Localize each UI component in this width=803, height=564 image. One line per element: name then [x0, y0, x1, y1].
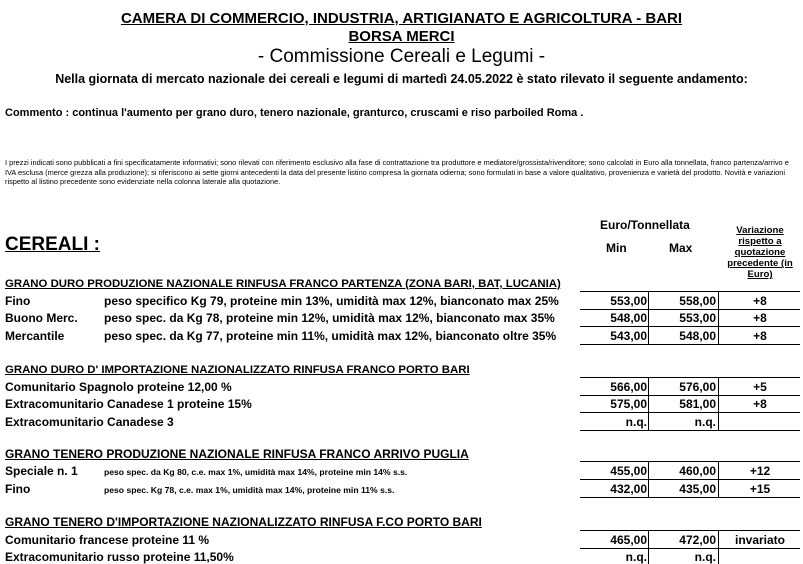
row-label: Comunitario francese proteine 11 %	[5, 533, 210, 547]
max-price: 581,00	[679, 397, 716, 411]
row-label: Extracomunitario Canadese 1 proteine 15%	[5, 397, 252, 411]
min-price: 432,00	[610, 482, 647, 496]
row-label: Fino	[5, 294, 31, 308]
min-price: 543,00	[610, 329, 647, 343]
row-label: Comunitario Spagnolo proteine 12,00 %	[5, 380, 232, 394]
min-price: 465,00	[610, 533, 647, 547]
max-price: 472,00	[679, 533, 716, 547]
price-variation: +8	[753, 294, 767, 308]
max-price: n.q.	[694, 415, 716, 429]
price-variation: invariato	[734, 533, 785, 547]
section-title: GRANO DURO PRODUZIONE NAZIONALE RINFUSA FRANCO PARTENZA (ZONA BARI, BAT, LUCANIA)	[5, 278, 561, 290]
row-label: Buono Merc.	[5, 311, 78, 325]
price-variation: +5	[753, 380, 767, 394]
min-price: 566,00	[610, 380, 647, 394]
min-price: 455,00	[610, 464, 647, 478]
row-description: peso spec. Kg 78, c.e. max 1%, umidità max 14%, proteine min 11% s.s.	[104, 485, 395, 495]
max-price: 548,00	[679, 329, 716, 343]
price-variation: +8	[753, 311, 767, 325]
row-label: Speciale n. 1	[5, 464, 78, 478]
min-price: 553,00	[610, 294, 647, 308]
max-price: 576,00	[679, 380, 716, 394]
price-variation: +15	[749, 482, 771, 496]
variation-header: Variazione rispetto a quotazione precedente (in Euro)	[727, 225, 793, 281]
price-variation: +8	[753, 329, 767, 343]
row-description: peso specifico Kg 79, proteine min 13%, umidità max 12%, bianconato max 25%	[104, 294, 559, 308]
row-label: Mercantile	[5, 329, 65, 343]
market-comment: Commento : continua l'aumento per grano duro, tenero nazionale, granturco, cruscami e riso parboiled Roma .	[5, 107, 584, 119]
section-title: GRANO TENERO PRODUZIONE NAZIONALE RINFUSA FRANCO ARRIVO PUGLIA	[5, 447, 469, 461]
max-price: 558,00	[679, 294, 716, 308]
section-title: GRANO DURO D' IMPORTAZIONE NAZIONALIZZATO RINFUSA FRANCO PORTO BARI	[5, 364, 470, 376]
price-variation: +8	[753, 397, 767, 411]
market-date-line: Nella giornata di mercato nazionale dei cereali e legumi di martedì 24.05.2022 è stato rilevato il seguente andamento:	[55, 72, 748, 86]
max-price: 553,00	[679, 311, 716, 325]
price-variation: +12	[749, 464, 771, 478]
exchange-title: BORSA MERCI	[348, 28, 455, 45]
row-label: Fino	[5, 482, 31, 496]
price-disclaimer: I prezzi indicati sono pubblicati a fini specificatamente informativi; sono rilevati con riferimento esclusivo alla fase di contrattazione tra produttore e mediatore/grossista/rivenditore; sono calcolati in Euro alla tonnellata, franco partenza/arrivo e IVA esclusa (merce grezza alla produzione); si riferiscono ai sette giorni antecedenti la data del presente listino compresa la giornata odierna; sono formulati in base a valore qualitativo, provenienza e varietà del prodotto. Novità e variazioni rispetto al listino precedente sono evidenziate nella colonna laterale alla quotazione.	[5, 158, 789, 187]
max-header: Max	[669, 241, 693, 255]
commission-title: - Commissione Cereali e Legumi -	[257, 46, 546, 67]
min-header: Min	[606, 241, 627, 255]
min-price: 575,00	[610, 397, 647, 411]
row-label: Extracomunitario Canadese 3	[5, 415, 174, 429]
unit-header: Euro/Tonnellata	[600, 218, 690, 232]
min-price: 548,00	[610, 311, 647, 325]
max-price: n.q.	[694, 550, 716, 564]
row-description: peso spec. da Kg 78, proteine min 12%, umidità max 12%, bianconato max 35%	[104, 311, 555, 325]
row-label: Extracomunitario russo proteine 11,50%	[5, 550, 234, 564]
row-description: peso spec. da Kg 77, proteine min 11%, umidità max 12%, bianconato oltre 35%	[104, 329, 557, 343]
max-price: 435,00	[679, 482, 716, 496]
max-price: 460,00	[679, 464, 716, 478]
section-title: GRANO TENERO D'IMPORTAZIONE NAZIONALIZZATO RINFUSA F.CO PORTO BARI	[5, 515, 482, 529]
chamber-title: CAMERA DI COMMERCIO, INDUSTRIA, ARTIGIANATO E AGRICOLTURA - BARI	[120, 10, 683, 27]
min-price: n.q.	[625, 550, 647, 564]
min-price: n.q.	[625, 415, 647, 429]
row-description: peso spec. da Kg 80, c.e. max 1%, umidità max 14%, proteine min 14% s.s.	[104, 467, 408, 477]
category-heading: CEREALI :	[5, 234, 100, 255]
